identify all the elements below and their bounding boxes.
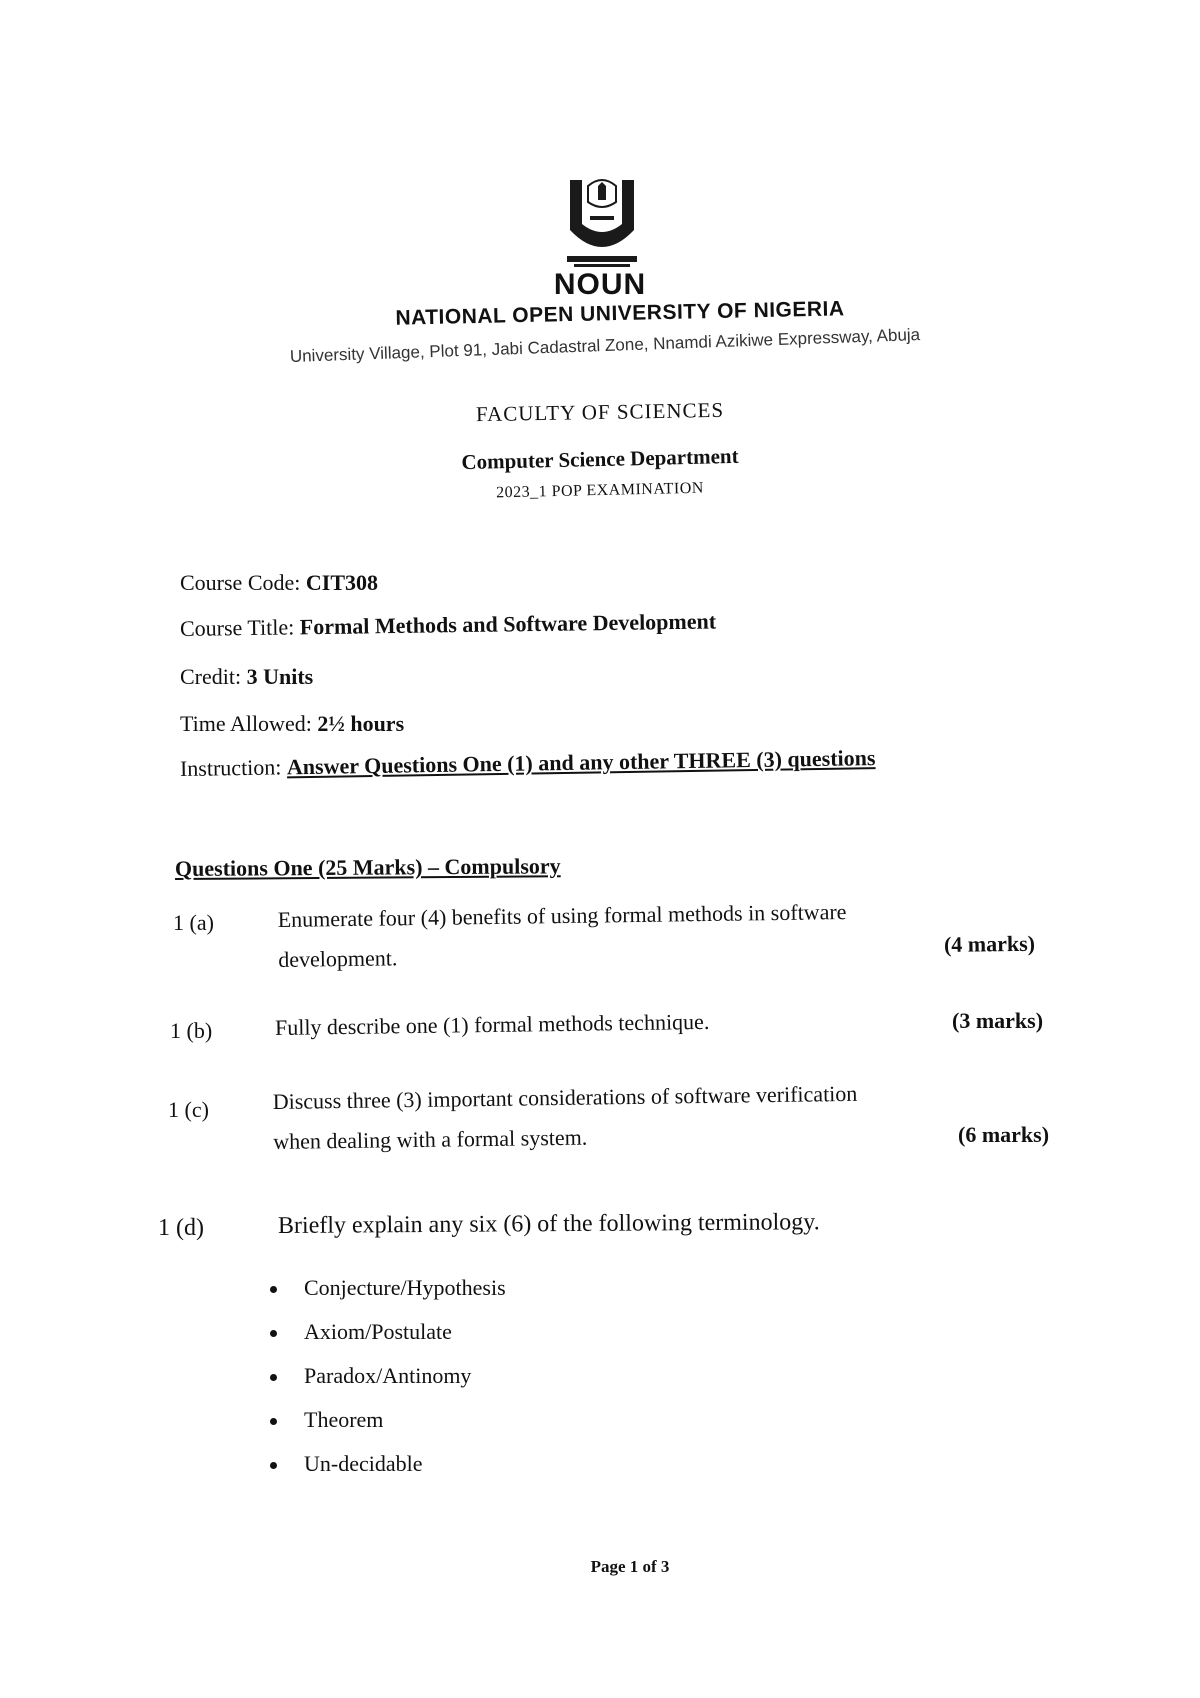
faculty-name: FACULTY OF SCIENCES: [475, 397, 725, 427]
question-text: [272, 1074, 858, 1162]
question-line: Discuss three (3) important considerations of software verification: [272, 1080, 858, 1115]
term-text: Paradox/Antinomy: [304, 1363, 472, 1388]
question-marks: (4 marks): [943, 930, 1036, 957]
list-item: [270, 1398, 506, 1442]
list-item: [270, 1442, 506, 1486]
course-code-label: Course Code:: [180, 570, 306, 595]
course-title-value: Formal Methods and Software Development: [299, 608, 717, 640]
question-marks: (6 marks): [958, 1122, 1050, 1147]
question-line: Enumerate four (4) benefits of using formal methods in software: [277, 899, 847, 933]
list-item: [270, 1266, 506, 1310]
instruction: [180, 745, 876, 782]
bullet-icon: [270, 1286, 277, 1293]
time-allowed: [180, 711, 404, 737]
question-line: when dealing with a formal system.: [273, 1124, 588, 1154]
noun-crest-icon: [552, 172, 652, 272]
department-name: Computer Science Department: [461, 443, 739, 475]
exam-title: 2023_1 POP EXAMINATION: [495, 479, 705, 502]
section-heading: Questions One (25 Marks) – Compulsory: [174, 853, 561, 881]
terminology-list: [270, 1266, 506, 1486]
credit-label: Credit:: [180, 664, 247, 689]
course-code: [180, 570, 378, 596]
question-line: development.: [278, 945, 398, 972]
bullet-icon: [270, 1330, 277, 1337]
bullet-icon: [270, 1374, 277, 1381]
course-credit: [180, 664, 313, 690]
course-title: [180, 609, 716, 642]
question-number: 1 (c): [168, 1097, 209, 1122]
credit-value: 3 Units: [246, 664, 314, 689]
bullet-icon: [270, 1418, 277, 1425]
bullet-icon: [270, 1462, 277, 1469]
question-number: 1 (d): [158, 1215, 204, 1241]
university-address: University Village, Plot 91, Jabi Cadastral Zone, Nnamdi Azikiwe Expressway, Abuja: [289, 325, 921, 366]
term-text: Conjecture/Hypothesis: [304, 1275, 506, 1300]
time-label: Time Allowed:: [180, 711, 318, 736]
question-marks: (3 marks): [952, 1008, 1044, 1033]
time-value: 2½ hours: [317, 711, 405, 736]
term-text: Axiom/Postulate: [304, 1319, 452, 1344]
university-acronym: NOUN: [553, 268, 647, 301]
question-text: [275, 1002, 710, 1048]
question-number: 1 (b): [170, 1018, 213, 1043]
page-number: Page 1 of 3: [590, 1557, 670, 1576]
course-code-value: CIT308: [305, 570, 379, 595]
question-line: Briefly explain any six (6) of the following terminology.: [277, 1209, 820, 1239]
university-name: NATIONAL OPEN UNIVERSITY OF NIGERIA: [395, 297, 845, 330]
question-line: Fully describe one (1) formal methods technique.: [274, 1008, 710, 1040]
question-text: [277, 892, 847, 980]
instruction-label: Instruction:: [179, 754, 288, 781]
term-text: Un-decidable: [304, 1451, 423, 1476]
term-text: Theorem: [304, 1407, 384, 1432]
question-number: 1 (a): [173, 910, 214, 935]
list-item: [270, 1354, 506, 1398]
list-item: [270, 1310, 506, 1354]
instruction-value: Answer Questions One (1) and any other THREE (3) questions: [286, 745, 876, 780]
course-title-label: Course Title:: [179, 614, 300, 641]
question-text: [278, 1202, 820, 1246]
